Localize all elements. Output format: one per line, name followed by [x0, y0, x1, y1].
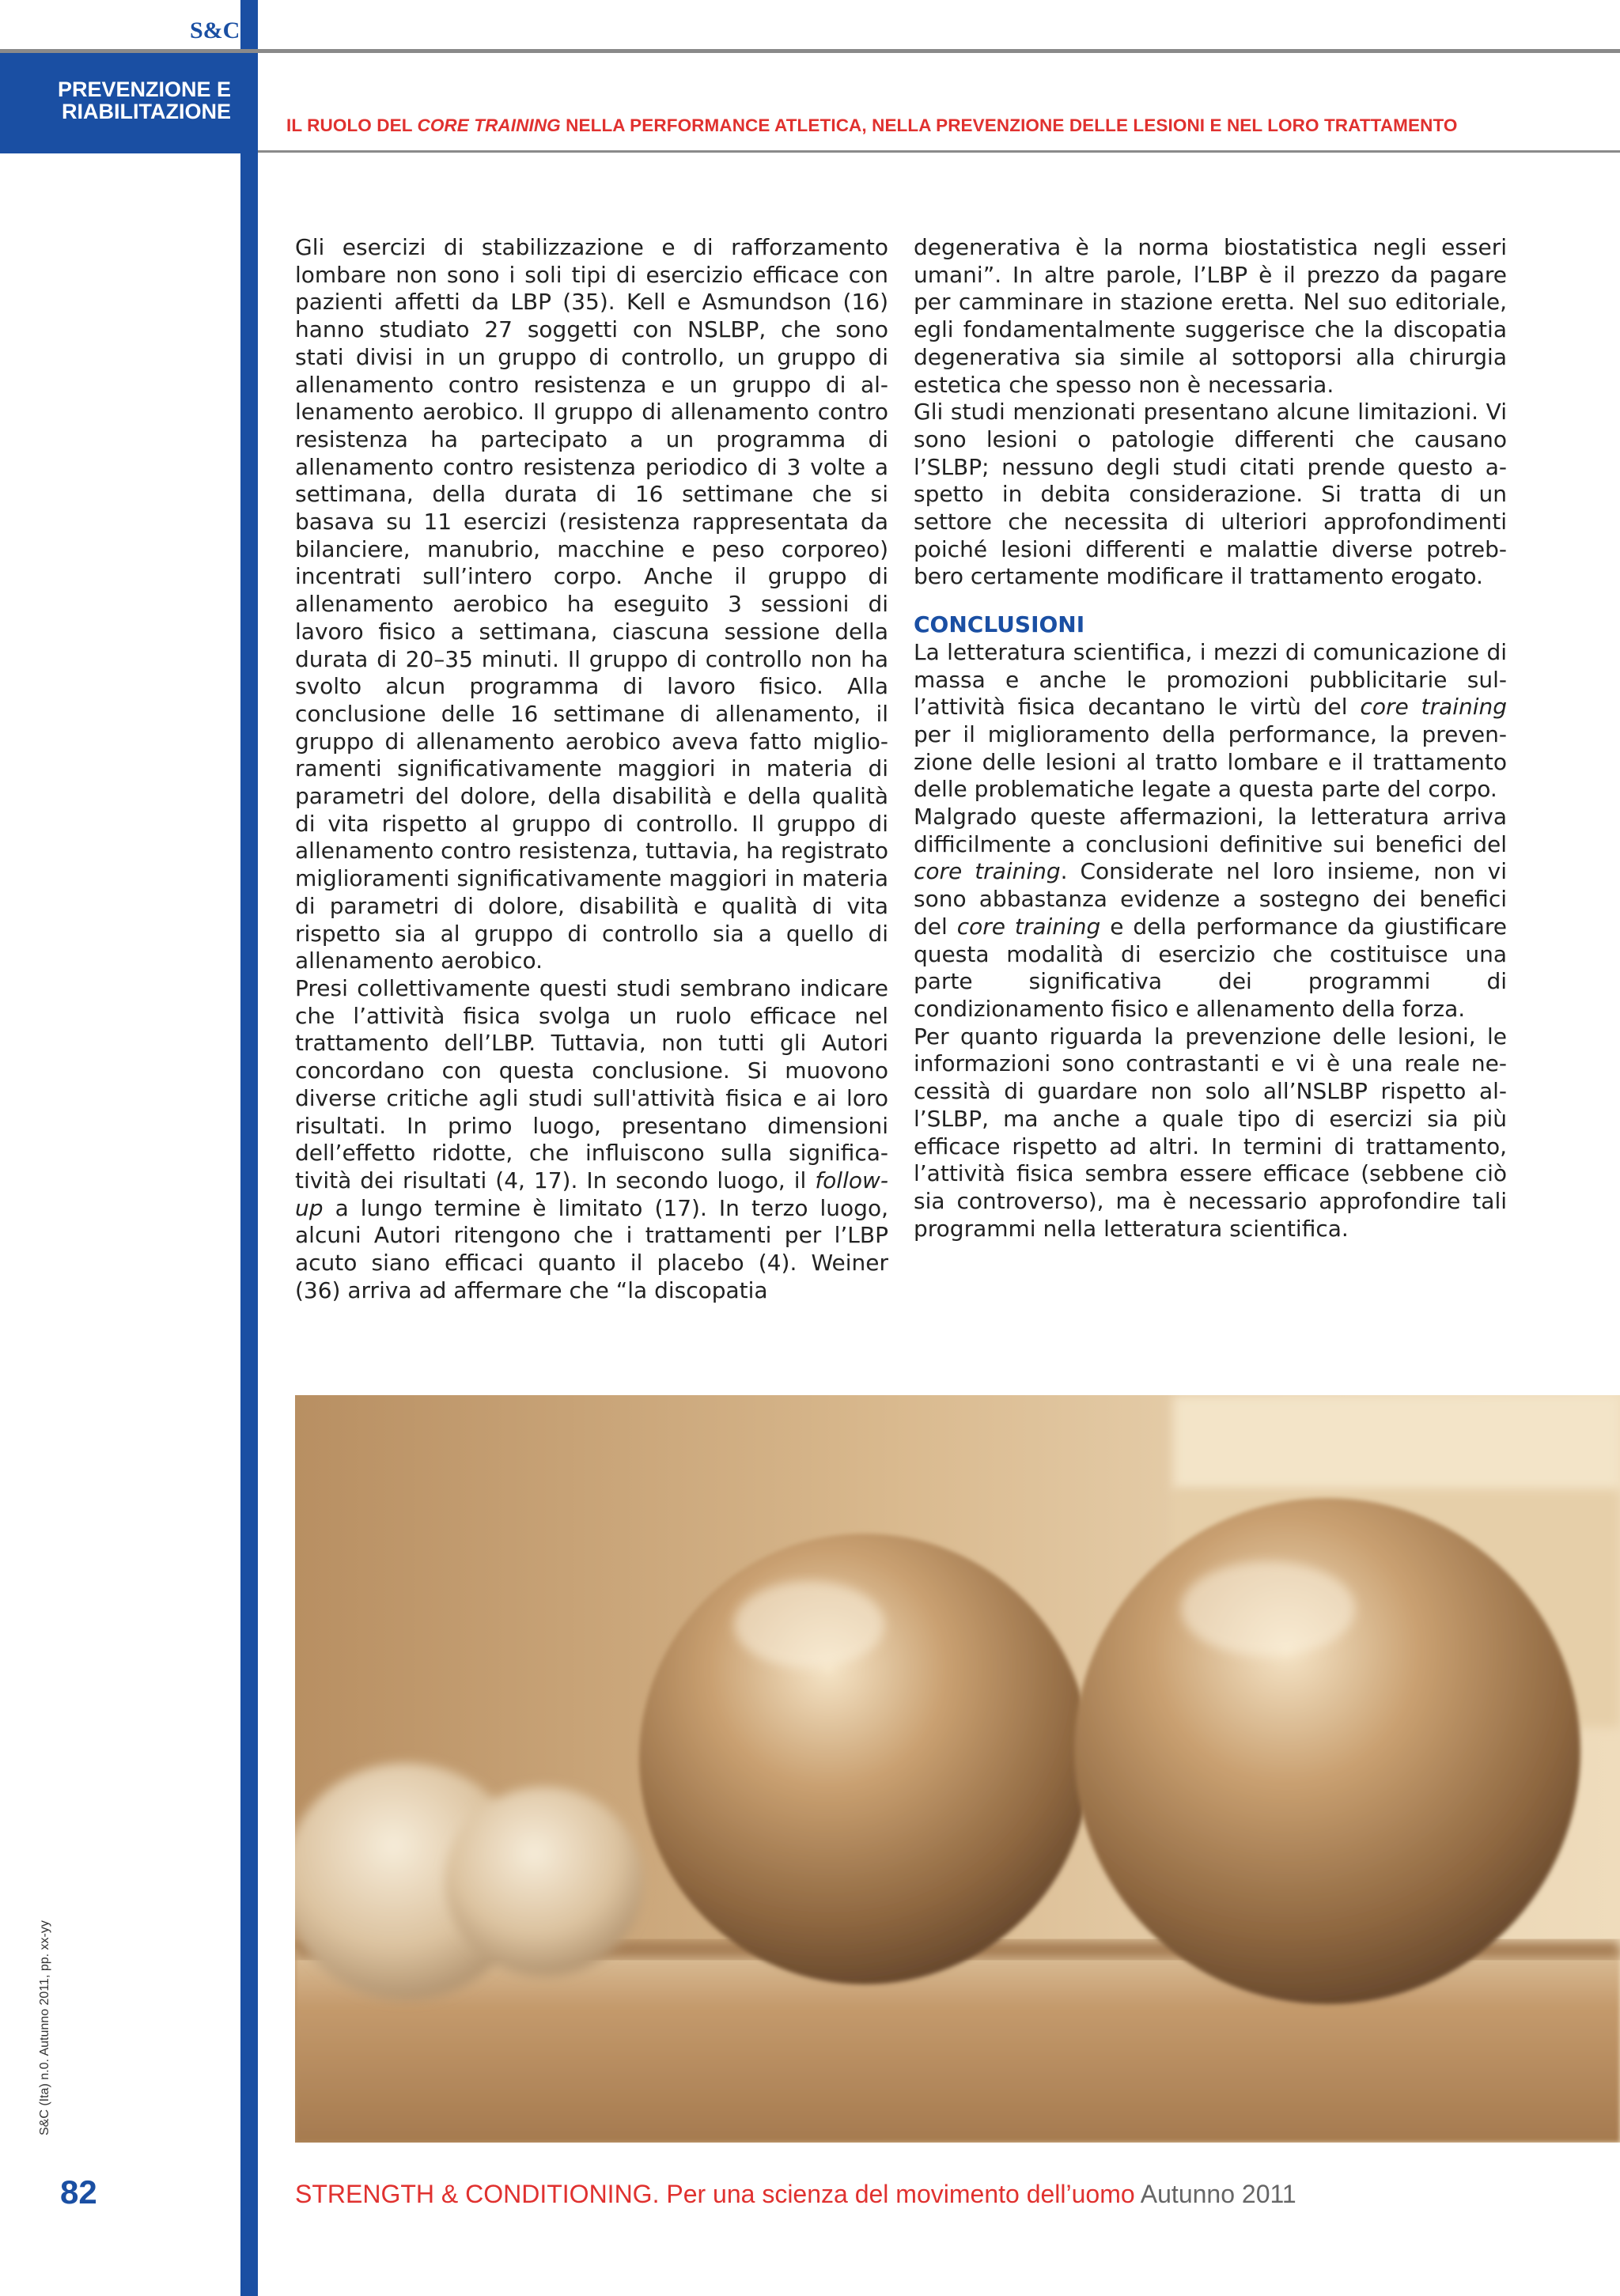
section-label-box: [0, 53, 240, 153]
issue-season: Autunno 2011: [1140, 2180, 1296, 2208]
text-run: Presi collettivamente questi studi sembrano indicare che l’attività fisica svolga un ruolo efficace nel trattamento dell’LBP. Tuttavia, non tutti gli Autori concordano con questa conclusione. Si muovono diverse critiche agli studi sull'attività fisica e ai loro risultati. In primo luogo, presentano dimensioni dell’effetto ridotte, che influiscono sulla significatività dei risultati (4, 17). In secondo luogo, il: [295, 974, 888, 1193]
italic-term: core training: [1360, 694, 1508, 721]
footer-journal: [295, 2180, 1296, 2209]
photo-illustration: [295, 1395, 1620, 2143]
text-column-left: [295, 234, 888, 1304]
sc-logo: S&C: [190, 17, 240, 43]
running-title-part2: NELLA PERFORMANCE ATLETICA, NELLA PREVENZIONE DELLE LESIONI E NEL LORO TRATTAMENTO: [560, 115, 1458, 135]
text-column-right: [914, 234, 1507, 1243]
header-rule: [258, 150, 1620, 153]
running-title-italic: CORE TRAINING: [417, 115, 561, 135]
italic-term: core training: [914, 858, 1061, 885]
text-run: a lungo termine è limitato (17). In terzo luogo, alcuni Autori ritengono che i trattamenti per l’LBP acuto siano efficaci quanto il placebo (4). Weiner (36) arriva ad affermare che “la discopatia: [295, 1194, 888, 1303]
running-title: [286, 115, 1592, 136]
journal-name: STRENGTH & CONDITIONING. Per una scienza del movimento dell’uomo: [295, 2180, 1135, 2208]
italic-term: core training: [956, 913, 1101, 940]
side-citation-text: S&C (Ita) n.0. Autunno 2011, pp. xx-yy: [38, 1920, 51, 2135]
photo-fitness-balls: [295, 1395, 1620, 2143]
italic-term: follow-up: [295, 1167, 888, 1221]
text-run: . Considerate nel loro insieme, non vi sono abbastanza evidenze a sostegno dei benefici del: [914, 858, 1508, 940]
text-run: e della performance da giustificare questa modalità di esercizio che costituisce una parte significativa dei programmi di condizionamento fisico e allenamento della forza.: [914, 913, 1507, 1022]
running-title-part1: IL RUOLO DEL: [286, 115, 418, 135]
page-number: 82: [60, 2173, 97, 2211]
left-accent-bar: [240, 0, 258, 2296]
section-heading-conclusioni: CONCLUSIONI: [914, 611, 1085, 638]
paragraph: Gli studi menzionati presentano alcune limitazioni. Vi sono lesioni o patologie differenti che causano l’SLBP; nessuno degli studi citati prende questo a-spetto in debita considerazione. Si tratta di un settore che necessita di ulteriori approfondimenti poiché lesioni differenti e malattie diverse potrebbero certamente modificare il trattamento erogato.: [914, 399, 1507, 590]
text-run: La letteratura scientifica, i mezzi di comunicazione di massa e anche le promozioni pubblicitarie sull’attività fisica decantano le virtù del: [914, 638, 1507, 721]
paragraph: [914, 639, 1507, 804]
paragraph: [295, 975, 888, 1304]
paragraph: degenerativa è la norma biostatistica negli esseri umani”. In altre parole, l’LBP è il prezzo da pagare per camminare in stazione eretta. Nel suo editoriale, egli fondamentalmente suggerisce che la discopatia degenerativa sia simile al sottoporsi alla chirurgia estetica che spesso non è necessaria.: [914, 234, 1507, 398]
text-run: Malgrado queste affermazioni, la letteratura arriva difficilmente a conclusioni definitive sui benefici del: [914, 804, 1507, 857]
top-rule: [0, 49, 1620, 53]
paragraph: Per quanto riguarda la prevenzione delle lesioni, le informazioni sono contrastanti e vi è una reale necessità di guardare non solo all’NSLBP rispetto all’SLBP, ma anche a quale tipo di esercizi sia più efficace rispetto ad altri. In termini di trattamento, l’attività fisica sembra essere efficace (sebbene ciò sia controverso), ma è necessario approfondire tali programmi nella letteratura scientifica.: [914, 1023, 1507, 1242]
section-label-line2: RIABILITAZIONE: [62, 100, 231, 123]
text-run: per il miglioramento della performance, la prevenzione delle lesioni al tratto lombare e il trattamento delle problematiche legate a questa parte del corpo.: [914, 721, 1507, 803]
paragraph: [914, 804, 1507, 1023]
section-label-line1: PREVENZIONE E: [57, 78, 231, 101]
paragraph: Gli esercizi di stabilizzazione e di rafforzamento lombare non sono i soli tipi di esercizio efficace con pazienti affetti da LBP (35). Kell e Asmundson (16) hanno studiato 27 soggetti con NSLBP, che sono stati divisi in un gruppo di controllo, un gruppo di allenamento contro resistenza e un gruppo di allenamento aerobico. Il gruppo di allenamento contro resistenza ha partecipato a un programma di allenamento contro resistenza periodico di 3 volte a settimana, della durata di 16 settimane che si basava su 11 esercizi (resistenza rappresentata da bilanciere, manubrio, macchine e peso corporeo) incentrati sull’intero corpo. Anche il gruppo di allenamento aerobico ha eseguito 3 sessioni di lavoro fisico a settimana, ciascuna sessione della durata di 20–35 minuti. Il gruppo di controllo non ha svolto alcun programma di lavoro fisico. Alla conclusione delle 16 settimane di allenamento, il gruppo di allenamento aerobico aveva fatto miglioramenti significativamente maggiori in materia di parametri del dolore, della disabilità e della qualità di vita rispetto al gruppo di controllo. Il gruppo di allenamento contro resistenza, tuttavia, ha registrato miglioramenti significativamente maggiori in materia di parametri di dolore, disabilità e qualità di vita rispetto sia al gruppo di controllo sia a quello di allenamento aerobico.: [295, 234, 888, 974]
